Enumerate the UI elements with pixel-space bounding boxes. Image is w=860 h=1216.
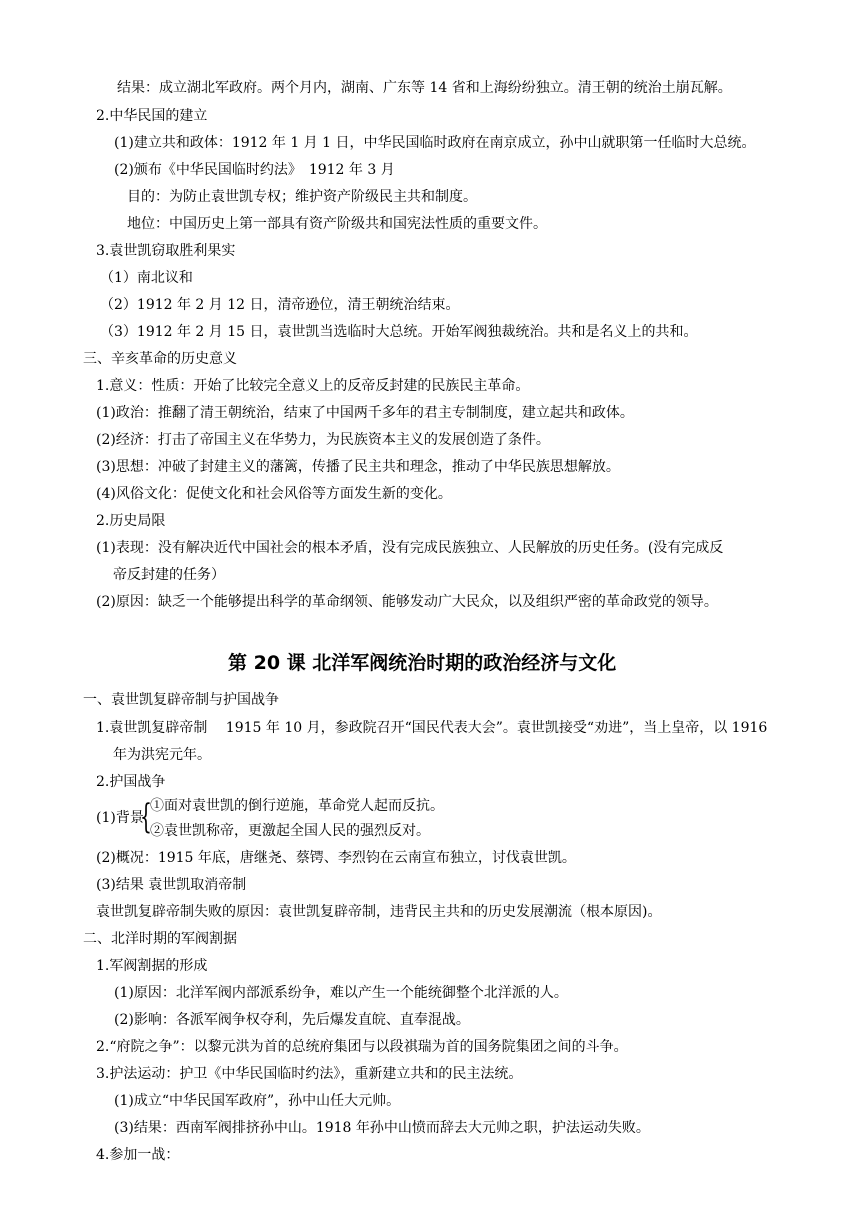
text-line: (1)表现：没有解决近代中国社会的根本矛盾，没有完成民族独立、人民解放的历史任务。(没有完成反 <box>96 540 724 556</box>
text-line: (1)原因：北洋军阀内部派系纷争，难以产生一个能统御整个北洋派的人。 <box>114 985 568 1001</box>
text-line: (3)结果：西南军阀排挤孙中山。1918 年孙中山愤而辞去大元帅之职，护法运动失败。 <box>114 1120 650 1136</box>
text-line: 目的：为防止袁世凯专权；维护资产阶级民主共和制度。 <box>127 189 477 205</box>
text-line: 结果：成立湖北军政府。两个月内，湖南、广东等 14 省和上海纷纷独立。清王朝的统治土崩瓦解。 <box>117 80 732 96</box>
section-heading: 三、辛亥革命的历史意义 <box>83 351 237 367</box>
text-line: （2）1912 年 2 月 12 日，清帝逊位，清王朝统治结束。 <box>100 297 460 313</box>
text-line: ②袁世凯称帝，更激起全国人民的强烈反对。 <box>150 823 430 839</box>
text-line: (3)结果 袁世凯取消帝制 <box>96 877 247 893</box>
section-heading: 2.历史局限 <box>96 513 166 529</box>
section-heading: 2.护国战争 <box>96 774 166 790</box>
text-line: ①面对袁世凯的倒行逆施，革命党人起而反抗。 <box>150 798 444 814</box>
section-heading: 2.中华民国的建立 <box>96 108 208 124</box>
text-line: (1)政治：推翻了清王朝统治，结束了中国两千多年的君主专制制度，建立起共和政体。 <box>96 405 634 421</box>
text-line: (2)概况：1915 年底，唐继尧、蔡锷、李烈钧在云南宣布独立，讨伐袁世凯。 <box>96 850 576 866</box>
text-line: 年为洪宪元年。 <box>113 747 211 763</box>
text-line: 3.护法运动：护卫《中华民国临时约法》，重新建立共和的民主法统。 <box>96 1066 523 1082</box>
section-heading: 1.军阀割据的形成 <box>96 958 208 974</box>
text-line: (1)成立“中华民国军政府”，孙中山任大元帅。 <box>114 1093 401 1109</box>
text-line: 袁世凯复辟帝制失败的原因：袁世凯复辟帝制，违背民主共和的历史发展潮流（根本原因)。 <box>96 904 662 920</box>
text-line: (4)风俗文化：促使文化和社会风俗等方面发生新的变化。 <box>96 486 452 502</box>
text-line: 地位：中国历史上第一部具有资产阶级共和国宪法性质的重要文件。 <box>127 216 547 232</box>
brace-icon: { <box>140 797 152 837</box>
text-line: (2)经济：打击了帝国主义在华势力，为民族资本主义的发展创造了条件。 <box>96 432 550 448</box>
text-line: (1)建立共和政体：1912 年 1 月 1 日，中华民国临时政府在南京成立，孙中山就职第一任临时大总统。 <box>114 135 756 151</box>
text-line: (3)思想：冲破了封建主义的藩篱，传播了民主共和理念，推动了中华民族思想解放。 <box>96 459 620 475</box>
section-heading: 二、北洋时期的军阀割据 <box>83 931 237 947</box>
text-line: 2.“府院之争”：以黎元洪为首的总统府集团与以段祺瑞为首的国务院集团之间的斗争。 <box>96 1039 628 1055</box>
text-line: （1）南北议和 <box>100 270 193 286</box>
text-line: 1.袁世凯复辟帝制 1915 年 10 月，参政院召开“国民代表大会”。袁世凯接受“劝进”，当上皇帝，以 1916 <box>96 720 768 736</box>
text-line: 帝反封建的任务） <box>113 567 225 583</box>
text-line-label: (1)背景 <box>96 810 144 826</box>
section-heading: 4.参加一战： <box>96 1147 180 1163</box>
text-line: (2)影响：各派军阀争权夺利，先后爆发直皖、直奉混战。 <box>114 1012 470 1028</box>
text-line: (2)原因：缺乏一个能够提出科学的革命纲领、能够发动广大民众，以及组织严密的革命政党的领导。 <box>96 594 718 610</box>
text-line: 1.意义：性质：开始了比较完全意义上的反帝反封建的民族民主革命。 <box>96 378 530 394</box>
text-line: (2)颁布《中华民国临时约法》 1912 年 3 月 <box>114 162 395 178</box>
section-heading: 一、袁世凯复辟帝制与护国战争 <box>83 692 279 708</box>
lesson-title: 第 20 课 北洋军阀统治时期的政治经济与文化 <box>228 652 617 674</box>
text-line: （3）1912 年 2 月 15 日，袁世凯当选临时大总统。开始军阀独裁统治。共和是名义上的共和。 <box>100 324 698 340</box>
section-heading: 3.袁世凯窃取胜利果实 <box>96 243 236 259</box>
